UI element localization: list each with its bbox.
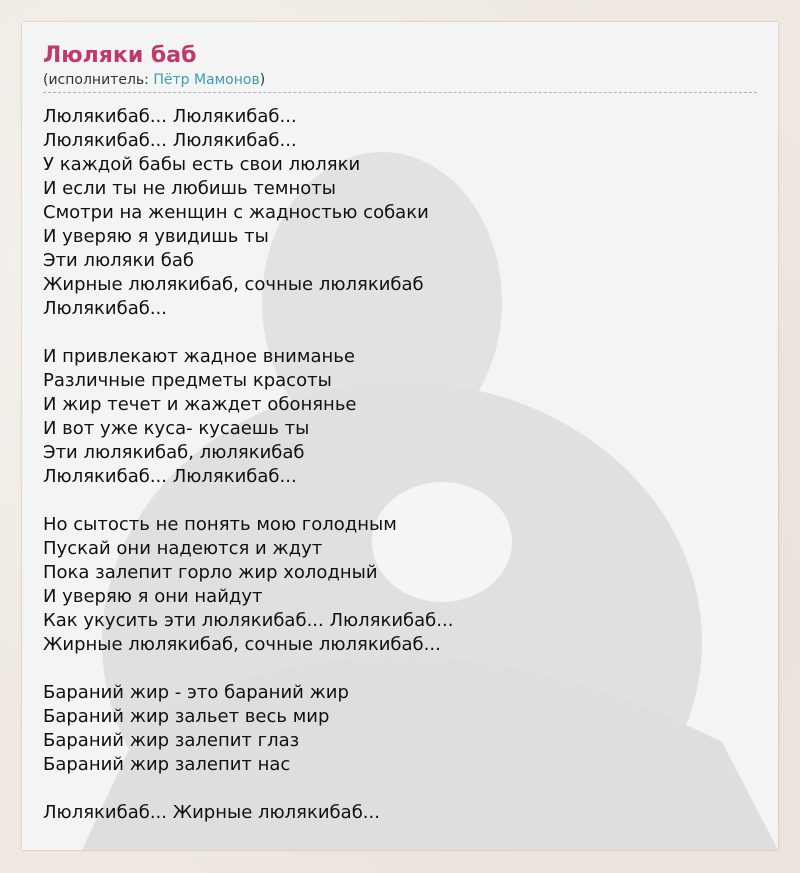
- lyric-line: Люлякибаб... Люлякибаб...: [43, 106, 297, 127]
- lyric-line: Бараний жир залепит нас: [43, 754, 291, 775]
- lyrics-card: [22, 22, 778, 850]
- lyric-line: Различные предметы красоты: [43, 370, 332, 391]
- lyrics-stanza: [43, 345, 757, 489]
- lyric-line: Бараний жир зальет весь мир: [43, 706, 330, 727]
- byline-prefix: (исполнитель:: [43, 72, 154, 88]
- lyric-line: И вот уже куса- кусаешь ты: [43, 418, 310, 439]
- lyrics-stanza: [43, 801, 757, 825]
- lyric-line: И уверяю я они найдут: [43, 586, 263, 607]
- lyric-line: Пока залепит горло жир холодный: [43, 562, 378, 583]
- lyric-line: Люлякибаб... Люлякибаб...: [43, 130, 297, 151]
- lyric-line: Эти люляки баб: [43, 250, 194, 271]
- lyrics-stanza: [43, 105, 757, 321]
- lyric-line: Пускай они надеются и ждут: [43, 538, 323, 559]
- lyric-line: Бараний жир - это бараний жир: [43, 682, 349, 703]
- song-title: Люляки баб: [43, 43, 197, 68]
- lyric-line: Жирные люлякибаб, сочные люлякибаб: [43, 274, 424, 295]
- lyric-line: И жир течет и жаждет обонянье: [43, 394, 357, 415]
- lyric-line: Люлякибаб... Люлякибаб...: [43, 466, 297, 487]
- lyric-line: Люлякибаб... Жирные люлякибаб...: [43, 802, 380, 823]
- lyric-line: И уверяю я увидишь ты: [43, 226, 269, 247]
- byline-suffix: ): [259, 72, 266, 88]
- lyrics-stanza: [43, 513, 757, 657]
- lyric-line: У каждой бабы есть свои люляки: [43, 154, 361, 175]
- lyric-line: Люлякибаб...: [43, 298, 167, 319]
- lyric-line: Эти люлякибаб, люлякибаб: [43, 442, 305, 463]
- lyric-line: Как укусить эти люлякибаб... Люлякибаб...: [43, 610, 454, 631]
- lyric-line: Бараний жир залепит глаз: [43, 730, 300, 751]
- lyrics-content: [43, 42, 757, 849]
- lyrics-text: [43, 105, 757, 825]
- lyric-line: И если ты не любишь темноты: [43, 178, 336, 199]
- lyrics-stanza: [43, 681, 757, 777]
- lyric-line: Смотри на женщин с жадностью собаки: [43, 202, 429, 223]
- song-byline: [43, 71, 757, 89]
- lyric-line: И привлекают жадное вниманье: [43, 346, 355, 367]
- lyric-line: Но сытость не понять мою голодным: [43, 514, 397, 535]
- artist-link[interactable]: Пётр Мамонов: [153, 72, 260, 88]
- lyric-line: Жирные люлякибаб, сочные люлякибаб...: [43, 634, 441, 655]
- title-divider: [43, 92, 757, 93]
